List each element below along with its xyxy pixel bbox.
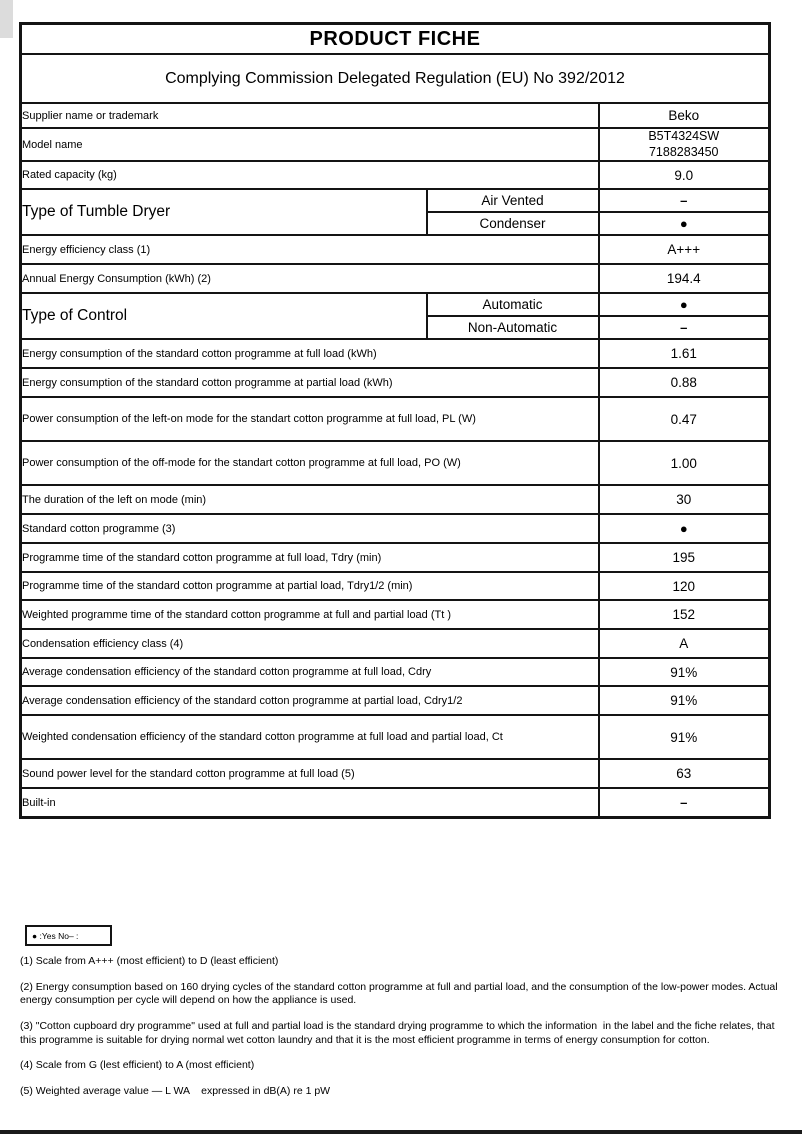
footnote-1: (1) Scale from A+++ (most efficient) to D (least efficient) bbox=[20, 955, 279, 967]
row-value: 30 bbox=[599, 485, 770, 514]
row-label: Weighted programme time of the standard cotton programme at full and partial load (Tt ) bbox=[21, 600, 599, 629]
table-row bbox=[21, 368, 770, 397]
table-row bbox=[21, 264, 770, 293]
row-label: Condensation efficiency class (4) bbox=[21, 629, 599, 658]
subrow-label: Condenser bbox=[427, 212, 599, 235]
row-label: Sound power level for the standard cotton programme at full load (5) bbox=[21, 759, 599, 788]
row-value: 120 bbox=[599, 572, 770, 600]
footnote-3: (3) "Cotton cupboard dry programme" used at full and partial load is the standard drying programme to which the information in the label and the fiche relates, that this programme is suitable for drying normal wet cotton laundry and that it is the most efficient programme in terms of energy consumption for cotton. bbox=[20, 1019, 778, 1046]
row-value: Beko bbox=[599, 103, 770, 128]
row-label: Built-in bbox=[21, 788, 599, 818]
row-value: 0.88 bbox=[599, 368, 770, 397]
subrow-label: Non-Automatic bbox=[427, 316, 599, 339]
table-row bbox=[21, 658, 770, 686]
row-label: Energy consumption of the standard cotton programme at partial load (kWh) bbox=[21, 368, 599, 397]
row-value: 91% bbox=[599, 715, 770, 759]
model-number: 7188283450 bbox=[648, 144, 719, 159]
title-row bbox=[21, 24, 770, 55]
symbol-legend bbox=[25, 925, 112, 946]
table-row bbox=[21, 441, 770, 485]
row-label: Standard cotton programme (3) bbox=[21, 514, 599, 543]
row-label: Average condensation efficiency of the standard cotton programme at full load, Cdry bbox=[21, 658, 599, 686]
table-row bbox=[21, 397, 770, 441]
table-row bbox=[21, 759, 770, 788]
group-label: Type of Tumble Dryer bbox=[21, 189, 427, 235]
footnote-2: (2) Energy consumption based on 160 drying cycles of the standard cotton programme at full and partial load, and the consumption of the low-power modes. Actual energy consumption per cycle will depend on how the appliance is used. bbox=[20, 980, 781, 1007]
row-label: Rated capacity (kg) bbox=[21, 161, 599, 189]
row-label: Weighted condensation efficiency of the standard cotton programme at full load and partial load, Ct bbox=[21, 715, 599, 759]
row-label: Programme time of the standard cotton programme at partial load, Tdry1/2 (min) bbox=[21, 572, 599, 600]
subtitle-row bbox=[21, 54, 770, 103]
row-label: Energy consumption of the standard cotton programme at full load (kWh) bbox=[21, 339, 599, 368]
table-row bbox=[21, 485, 770, 514]
table-row bbox=[21, 161, 770, 189]
row-label: Annual Energy Consumption (kWh) (2) bbox=[21, 264, 599, 293]
row-label: Programme time of the standard cotton programme at full load, Tdry (min) bbox=[21, 543, 599, 572]
yes-symbol: ● bbox=[599, 293, 770, 316]
row-label: Average condensation efficiency of the standard cotton programme at partial load, Cdry1/2 bbox=[21, 686, 599, 715]
yes-symbol: ● bbox=[599, 212, 770, 235]
yes-symbol: ● bbox=[599, 514, 770, 543]
subrow-label: Automatic bbox=[427, 293, 599, 316]
row-value bbox=[599, 128, 770, 161]
row-label: Power consumption of the left-on mode for the standart cotton programme at full load, PL (W) bbox=[21, 397, 599, 441]
row-label: Energy efficiency class (1) bbox=[21, 235, 599, 264]
subrow-label: Air Vented bbox=[427, 189, 599, 212]
table-row bbox=[21, 629, 770, 658]
table-row bbox=[21, 235, 770, 264]
page-subtitle: Complying Commission Delegated Regulation (EU) No 392/2012 bbox=[21, 54, 770, 103]
footnote-5: (5) Weighted average value — L WA expressed in dB(A) re 1 pW bbox=[20, 1084, 331, 1097]
product-fiche-table bbox=[19, 22, 771, 819]
table-row-group bbox=[21, 293, 770, 316]
row-value: A bbox=[599, 629, 770, 658]
row-value: 9.0 bbox=[599, 161, 770, 189]
row-value: A+++ bbox=[599, 235, 770, 264]
legend-text: ● :Yes No– : bbox=[32, 930, 79, 941]
row-label: The duration of the left on mode (min) bbox=[21, 485, 599, 514]
table-row bbox=[21, 572, 770, 600]
page-title: PRODUCT FICHE bbox=[21, 24, 770, 55]
row-value: 63 bbox=[599, 759, 770, 788]
footnote-4: (4) Scale from G (lest efficient) to A (most efficient) bbox=[20, 1059, 255, 1072]
table-row bbox=[21, 543, 770, 572]
table-row bbox=[21, 686, 770, 715]
scan-artifact bbox=[0, 0, 13, 38]
no-symbol: – bbox=[599, 316, 770, 339]
table-row bbox=[21, 715, 770, 759]
row-label: Model name bbox=[21, 128, 599, 161]
model-code: B5T4324SW bbox=[648, 129, 720, 143]
page-bottom-rule bbox=[0, 1130, 802, 1134]
row-value: 1.61 bbox=[599, 339, 770, 368]
footnotes bbox=[20, 955, 785, 1110]
row-value: 1.00 bbox=[599, 441, 770, 485]
table-row bbox=[21, 514, 770, 543]
table-row bbox=[21, 103, 770, 128]
row-value: 195 bbox=[599, 543, 770, 572]
group-label: Type of Control bbox=[21, 293, 427, 339]
table-row bbox=[21, 788, 770, 818]
no-symbol: – bbox=[599, 788, 770, 818]
row-value: 194.4 bbox=[599, 264, 770, 293]
row-value: 0.47 bbox=[599, 397, 770, 441]
table-row-group bbox=[21, 189, 770, 212]
row-value: 91% bbox=[599, 686, 770, 715]
row-value: 91% bbox=[599, 658, 770, 686]
row-value: 152 bbox=[599, 600, 770, 629]
row-label: Power consumption of the off-mode for the standart cotton programme at full load, PO (W) bbox=[21, 441, 599, 485]
no-symbol: – bbox=[599, 189, 770, 212]
table-row bbox=[21, 600, 770, 629]
table-row bbox=[21, 339, 770, 368]
table-row bbox=[21, 128, 770, 161]
row-label: Supplier name or trademark bbox=[21, 103, 599, 128]
